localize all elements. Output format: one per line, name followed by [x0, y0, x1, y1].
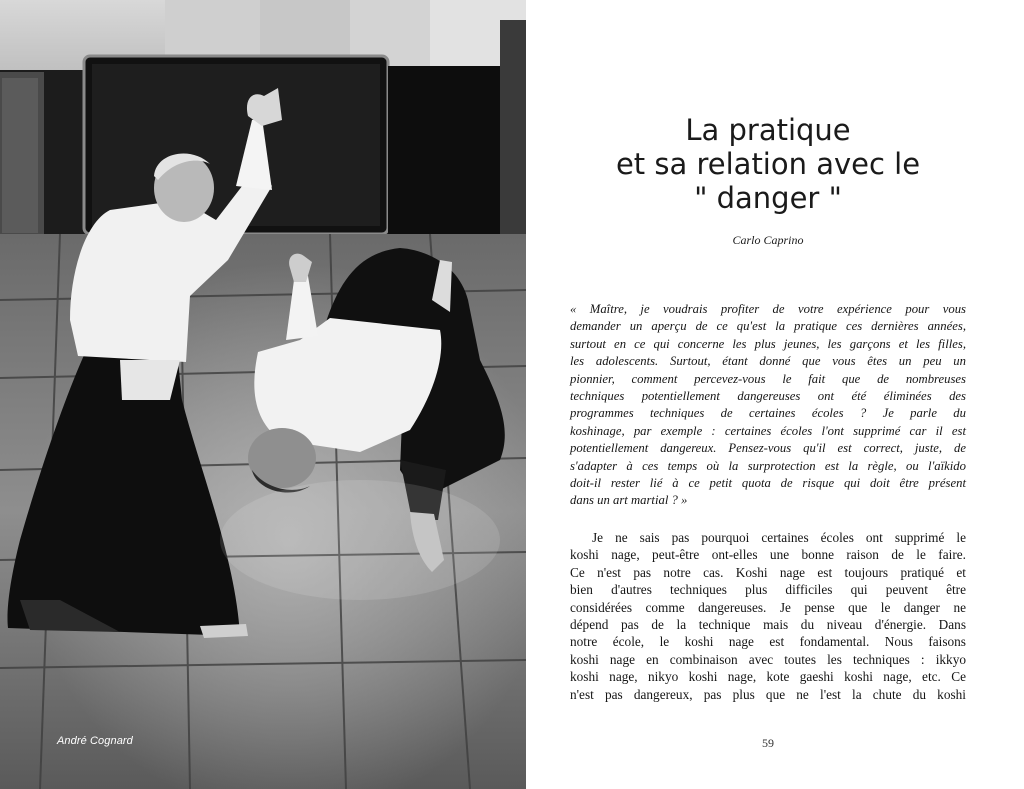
- interview-question: [570, 301, 966, 510]
- title-line: et sa relation avec le: [615, 147, 921, 181]
- question-line: koshinage, par exemple : certaines écoles l'ont supprimé car il est: [570, 423, 966, 438]
- answer-line: koshi nage, peut-être ont-elles une bonne raison de le faire.: [570, 547, 966, 563]
- answer-line: n'est pas dangereux, pas plus que ne l'est la chute du koshi: [570, 686, 966, 702]
- answer-line: Ce n'est pas notre cas. Koshi nage est toujours pratiqué et: [570, 564, 966, 580]
- interview-answer: [570, 529, 966, 703]
- answer-line: koshi nage, nikyo koshi nage, kote gaeshi koshi nage, etc. Ce: [570, 669, 966, 685]
- question-line: potentiellement dangereux. Pensez-vous qu'il est correct, juste, de: [570, 441, 966, 456]
- title-line: " danger ": [694, 181, 842, 215]
- question-line: programmes techniques de certaines écoles ? Je parle du: [570, 406, 966, 421]
- answer-line: bien d'autres techniques plus difficiles qui peuvent être: [570, 582, 966, 598]
- question-line: dans un art martial ? »: [570, 493, 688, 508]
- page-number: 59: [762, 736, 774, 750]
- answer-line: notre école, le koshi nage est fondamental. Nous faisons: [570, 634, 966, 650]
- question-line: s'adapter à ces temps où la surprotection est la règle, ou l'aïkido: [570, 458, 966, 473]
- question-line: « Maître, je voudrais profiter de votre expérience pour vous: [570, 302, 966, 316]
- question-line: techniques potentiellement dangereuses ont été éliminées des: [570, 389, 966, 404]
- question-line: surtout en ce qui concerne les plus jeunes, les garçons et les filles,: [570, 336, 966, 351]
- question-line: pionnier, comment percevez-vous le fait que de nombreuses: [570, 371, 966, 386]
- question-line: doit-il rester lié à ce petit quota de risque qui doit être présent: [570, 476, 966, 491]
- article-author: Carlo Caprino: [732, 233, 804, 247]
- text-page: [526, 0, 1024, 789]
- title-line: La pratique: [685, 113, 851, 147]
- photo-credit: André Cognard: [57, 735, 133, 747]
- article-title: [526, 113, 1010, 215]
- answer-line: Je ne sais pas pourquoi certaines écoles ont supprimé le: [592, 530, 966, 545]
- answer-line: considérées comme dangereuses. Je pense que le danger ne: [570, 599, 966, 615]
- answer-line: koshi nage en combinaison avec toutes les techniques : ikkyo: [570, 651, 966, 667]
- question-line: les adolescents. Surtout, étant donné que vous êtes un peu un: [570, 354, 966, 369]
- question-line: demander un aperçu de ce qu'est la pratique ces dernières années,: [570, 319, 966, 334]
- answer-line: dépend pas de la technique mais du niveau d'énergie. Dans: [570, 617, 966, 633]
